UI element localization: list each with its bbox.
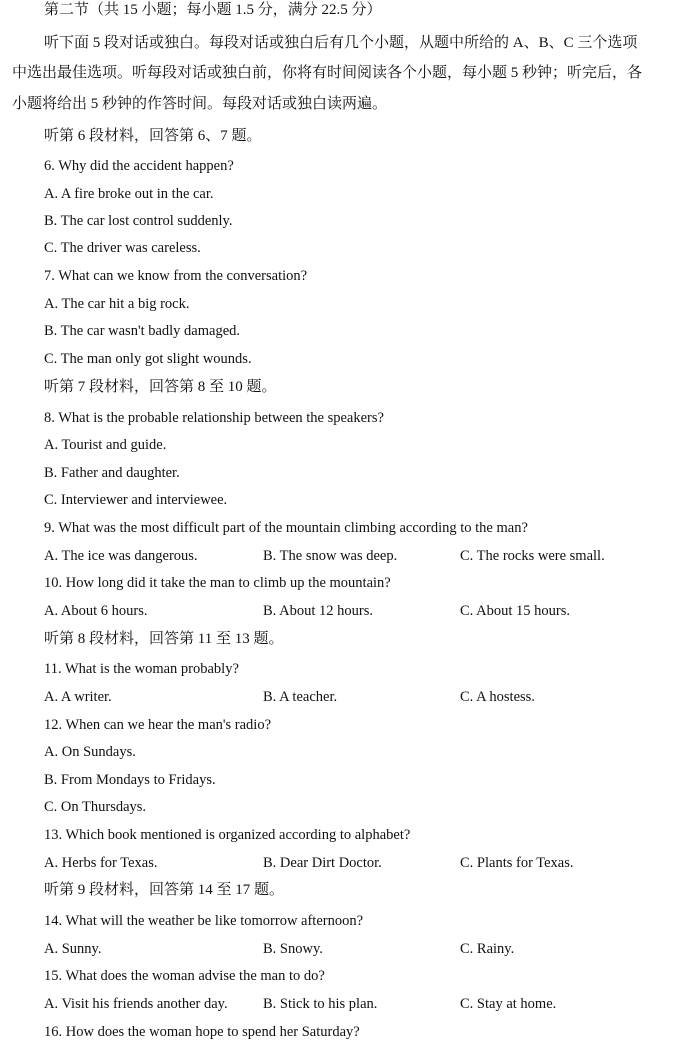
instructions-line-1: 听下面 5 段对话或独白。每段对话或独白后有几个小题，从题中所给的 A、B、C 三个选项	[44, 35, 638, 51]
question-11-stem: 11. What is the woman probably?	[44, 661, 239, 677]
question-8-option-b: B. Father and daughter.	[44, 465, 180, 481]
question-6-stem: 6. Why did the accident happen?	[44, 158, 234, 174]
material-9-heading: 听第 9 段材料，回答第 14 至 17 题。	[44, 882, 285, 898]
question-15-option-a: A. Visit his friends another day.	[44, 996, 228, 1012]
question-12-option-c: C. On Thursdays.	[44, 799, 147, 815]
question-11-option-b: B. A teacher.	[263, 689, 338, 705]
question-13-option-c: C. Plants for Texas.	[460, 855, 574, 871]
question-15-option-c: C. Stay at home.	[460, 996, 557, 1012]
instructions-line-3: 小题将给出 5 秒钟的作答时间。每段对话或独白读两遍。	[12, 96, 388, 112]
question-9-option-b: B. The snow was deep.	[263, 548, 398, 564]
question-15-stem: 15. What does the woman advise the man to do?	[44, 968, 325, 984]
question-12-stem: 12. When can we hear the man's radio?	[44, 717, 272, 733]
question-8-option-a: A. Tourist and guide.	[44, 437, 167, 453]
question-11-option-c: C. A hostess.	[460, 689, 535, 705]
question-14-option-c: C. Rainy.	[460, 941, 515, 957]
question-9-stem: 9. What was the most difficult part of the mountain climbing according to the man?	[44, 520, 528, 536]
question-11-option-a: A. A writer.	[44, 689, 112, 705]
question-8-stem: 8. What is the probable relationship between the speakers?	[44, 410, 384, 426]
question-6-option-a: A. A fire broke out in the car.	[44, 186, 214, 202]
question-7-option-a: A. The car hit a big rock.	[44, 296, 190, 312]
question-8-option-c: C. Interviewer and interviewee.	[44, 492, 228, 508]
question-13-option-b: B. Dear Dirt Doctor.	[263, 855, 382, 871]
question-6-option-b: B. The car lost control suddenly.	[44, 213, 233, 229]
section-header: 第二节（共 15 小题；每小题 1.5 分，满分 22.5 分）	[44, 2, 382, 18]
material-7-heading: 听第 7 段材料，回答第 8 至 10 题。	[44, 379, 277, 395]
question-7-option-c: C. The man only got slight wounds.	[44, 351, 252, 367]
question-12-option-b: B. From Mondays to Fridays.	[44, 772, 216, 788]
material-6-heading: 听第 6 段材料，回答第 6、7 题。	[44, 128, 262, 144]
question-10-option-c: C. About 15 hours.	[460, 603, 570, 619]
question-13-option-a: A. Herbs for Texas.	[44, 855, 158, 871]
question-16-stem: 16. How does the woman hope to spend her Saturday?	[44, 1024, 360, 1040]
question-14-option-b: B. Snowy.	[263, 941, 323, 957]
instructions-line-2: 中选出最佳选项。听每段对话或独白前，你将有时间阅读各个小题，每小题 5 秒钟；听完后，各	[12, 65, 643, 81]
question-9-option-a: A. The ice was dangerous.	[44, 548, 198, 564]
question-10-stem: 10. How long did it take the man to climb up the mountain?	[44, 575, 391, 591]
question-14-option-a: A. Sunny.	[44, 941, 102, 957]
question-9-option-c: C. The rocks were small.	[460, 548, 605, 564]
question-10-option-a: A. About 6 hours.	[44, 603, 148, 619]
question-15-option-b: B. Stick to his plan.	[263, 996, 378, 1012]
question-7-stem: 7. What can we know from the conversation?	[44, 268, 308, 284]
question-6-option-c: C. The driver was careless.	[44, 240, 201, 256]
question-13-stem: 13. Which book mentioned is organized according to alphabet?	[44, 827, 411, 843]
question-7-option-b: B. The car wasn't badly damaged.	[44, 323, 241, 339]
question-14-stem: 14. What will the weather be like tomorrow afternoon?	[44, 913, 364, 929]
material-8-heading: 听第 8 段材料，回答第 11 至 13 题。	[44, 631, 284, 647]
question-12-option-a: A. On Sundays.	[44, 744, 136, 760]
question-10-option-b: B. About 12 hours.	[263, 603, 373, 619]
